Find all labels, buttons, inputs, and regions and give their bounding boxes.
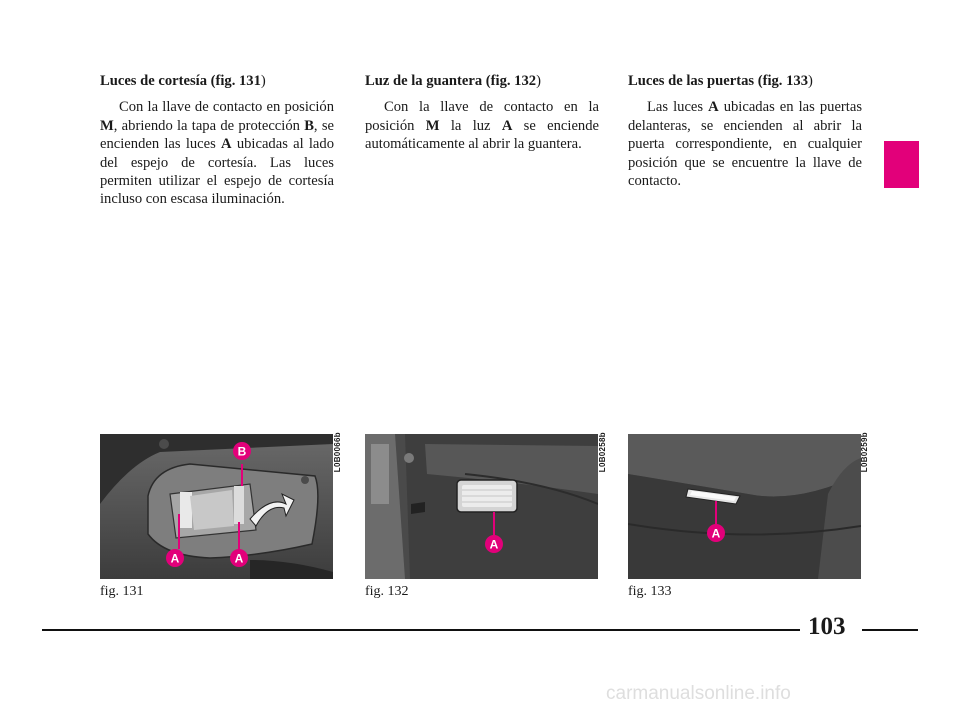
section-title: Luces de las puertas (fig. 133) — [628, 73, 813, 89]
text-segment: , abriendo la tapa de protección — [113, 117, 305, 134]
footer-rule — [862, 629, 918, 631]
footer-rule — [42, 629, 800, 631]
text-segment: la luz — [439, 117, 502, 134]
bold-reference: M — [100, 117, 114, 134]
chapter-tab — [884, 141, 919, 188]
text-segment: Las luces — [647, 99, 709, 116]
section-body — [100, 98, 334, 208]
figure-133-door-light — [628, 434, 861, 579]
figure-code: L0B0258b — [598, 432, 607, 473]
watermark: carmanualsonline.info — [606, 683, 791, 704]
bold-reference: M — [425, 117, 440, 134]
section-body — [365, 98, 599, 153]
label-a: A — [711, 526, 721, 541]
bold-reference: A — [221, 136, 232, 153]
text-segment: , se encienden las luces — [100, 117, 334, 153]
section-title: Luz de la guantera (fig. 132) — [365, 73, 541, 89]
label-b: B — [237, 444, 247, 459]
section-body — [628, 98, 862, 190]
figure-131-sun-visor — [100, 434, 333, 579]
figure-code: L0B0259b — [860, 432, 869, 473]
section-glovebox-light — [365, 72, 599, 154]
figure-caption: fig. 131 — [100, 584, 144, 599]
text-segment: se enciende automáticamente al abrir la guantera. — [365, 117, 599, 153]
bold-reference: A — [501, 117, 513, 134]
label-a: A — [489, 537, 499, 552]
text-segment: Con la llave de contacto en posición — [119, 99, 334, 116]
figure-caption: fig. 133 — [628, 584, 672, 599]
label-a: A — [170, 551, 180, 566]
section-title: Luces de cortesía (fig. 131) — [100, 73, 266, 89]
label-a: A — [234, 551, 244, 566]
page-number: 103 — [808, 613, 846, 640]
figure-code: L0B0066b — [333, 432, 342, 473]
section-door-lights — [628, 72, 862, 190]
figure-132-glovebox — [365, 434, 598, 579]
bold-reference: B — [304, 117, 314, 134]
bold-reference: A — [708, 99, 719, 116]
text-segment: Con la llave de contacto en la posición — [365, 99, 599, 134]
text-segment: ubicadas al lado del espejo de cortesía. Las luces permiten utilizar el espejo de cortesía incluso con escasa iluminación. — [100, 136, 334, 208]
figure-caption: fig. 132 — [365, 584, 409, 599]
text-segment: ubicadas en las puertas delanteras, se encienden al abrir la puerta correspondiente, en cualquier posición que se encuentre la llave de contacto. — [628, 99, 862, 190]
section-courtesy-lights — [100, 72, 334, 209]
